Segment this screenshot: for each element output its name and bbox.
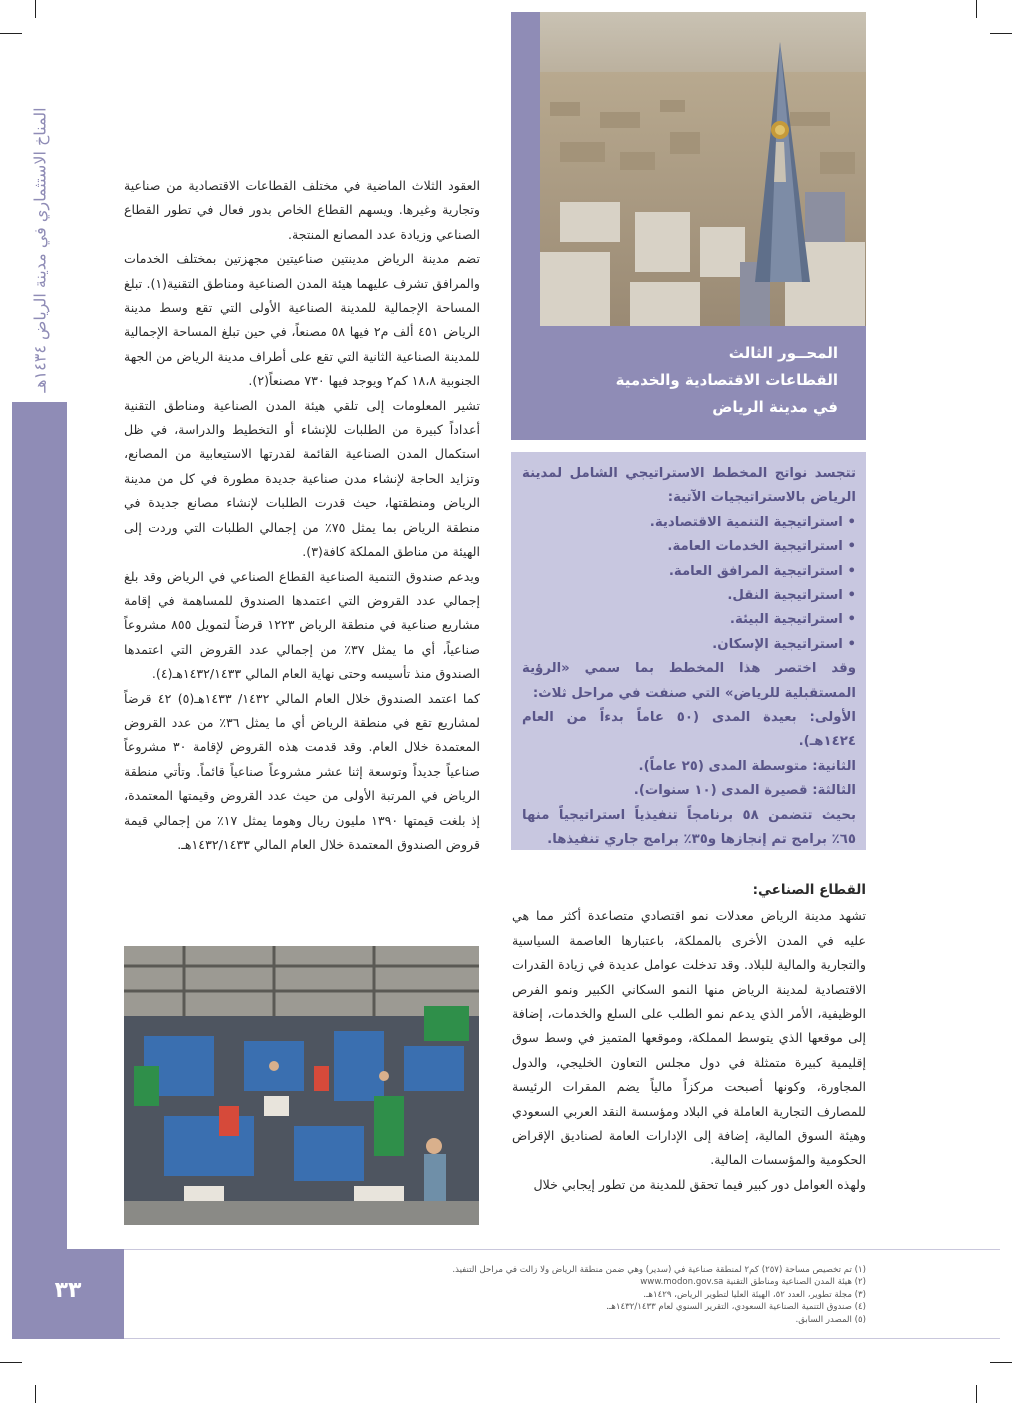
list-item: • استراتيجية الخدمات العامة. xyxy=(522,535,856,559)
left-text-column xyxy=(124,174,480,857)
paragraph: العقود الثلاث الماضية في مختلف القطاعات الاقتصادية من صناعية وتجارية وغيرها. ويسهم القطاع الخاص بدور فعال في تطور القطاع الصناعي وزيادة عدد المصانع المنتجة. xyxy=(124,178,480,242)
strategy-closing: بحيث تتضمن ٥٨ برنامجاً تنفيذياً استراتيجياً منها ٦٥٪ برامج تم إنجازها و٣٥٪ برامج جاري تنفيذها. xyxy=(522,807,856,848)
side-band xyxy=(12,402,67,1249)
strategy-summary: وقد اختصر هذا المخطط بما سمي «الرؤية المستقبلية للرياض» التي صنفت في مراحل ثلاث: xyxy=(522,661,856,701)
running-title: المناخ الاستثماري في مدينة الرياض ١٤٣٤هـ xyxy=(30,107,50,393)
footnote: (١) تم تخصيص مساحة (٢٥٧) كم٢ لمنطقة صناعية في (سدير) وهي ضمن منطقة الرياض ولا زالت في مراحل التنفيذ. xyxy=(452,1265,866,1275)
footnotes xyxy=(452,1264,866,1326)
footnote: (٣) مجلة تطوير، العدد ٥٢، الهيئة العليا لتطوير الرياض، ١٤٢٩هـ. xyxy=(643,1289,866,1300)
paragraph: تشهد مدينة الرياض معدلات نمو اقتصادي متصاعدة أكثر مما هي عليه في المدن الأخرى بالمملكة، باعتبارها العاصمة السياسية والتجارية والمالية للبلاد. وقد تدخلت عوامل عديدة في زيادة القدرات الاقتصادية لمدينة الرياض منها النمو السكاني الكبير ونمو الفرص الوظيفية، الأمر الذي يدعم نمو الطلب على السلع والخدمات، إضافة إلى موقعها الذي يتوسط المملكة، وموقعها المتميز في وسط سوق إقليمية كبيرة متمثلة في دول مجلس التعاون الخليجي، والدول المجاورة، وكونها أصبحت مركزاً مالياً يضم المقرات الرئيسة للمصارف التجارية العاملة في البلاد ومؤسسة النقد العربي السعودي وهيئة السوق المالية، إضافة إلى الإدارات العامة لصناديق الإقراض الحكومية والمؤسسات المالية. xyxy=(512,908,866,1168)
riyadh-skyline-photo xyxy=(540,12,866,326)
paragraph: ويدعم صندوق التنمية الصناعية القطاع الصناعي في الرياض وقد بلغ إجمالي عدد القروض التي اعتمدها الصندوق للمساهمة في إقامة مشاريع صناعية في منطقة الرياض ١٢٢٣ قرضاً لتمويل ٨٥٥ مشروعاً صناعياً، أي ما يمثل ٣٧٪ من إجمالي عدد القروض التي اعتمدها الصندوق منذ تأسيسه وحتى نهاية العام المالي ١٤٣٢/١٤٣٣هـ(٤). xyxy=(124,568,480,682)
list-item: • استراتيجية البيئة. xyxy=(522,608,856,632)
paragraph: ولهذه العوامل دور كبير فيما تحقق للمدينة من تطور إيجابي خلال xyxy=(533,1176,866,1192)
paragraph: كما اعتمد الصندوق خلال العام المالي ١٤٣٢/ ١٤٣٣هـ(٥) ٤٢ قرضاً لمشاريع تقع في منطقة الرياض أي ما يمثل ٣٦٪ من عدد القروض المعتمدة خلال العام. وقد قدمت هذه القروض لإقامة ٣٠ مشروعاً صناعياً جديداً وتوسعة إثنا عشر مشروعاً صناعياً قائماً. وتأتي منطقة الرياض في المرتبة الأولى من حيث عدد القروض وقيمتها المعتمدة، إذ بلغت قيمتها ١٣٩٠ مليون ريال وهوما يمثل ١٧٪ من إجمالي قيمة قروض الصندوق المعتمدة خلال العام المالي ١٤٣٢/١٤٣٣هـ. xyxy=(124,690,480,852)
section-title-line-1: المحــور الثالث xyxy=(728,344,838,362)
phase-short-term: الثالثة: قصيرة المدى (١٠ سنوات). xyxy=(633,783,856,799)
section-title-line-2: القطاعات الاقتصادية والخدمية xyxy=(615,371,838,389)
section-title-line-3: في مدينة الرياض xyxy=(712,398,838,416)
paragraph: تشير المعلومات إلى تلقي هيئة المدن الصناعية ومناطق التقنية أعداداً كبيرة من الطلبات للإنشاء أو التخطيط والدراسة، في ظل استكمال المدن الصناعية القائمة لقدرتها الاستيعابية من المصانع، وتزايد الحاجة لإنشاء مدن صناعية جديدة مطورة في كل من مدينة الرياض ومنطقتها، حيث قدرت الطلبات لإنشاء مصانع جديدة في منطقة الرياض بما يمثل ٧٥٪ من إجمالي الطلبات التي وردت إلى الهيئة من مناطق المملكة كافة(٣). xyxy=(124,397,480,560)
footnote: (٤) صندوق التنمية الصناعية السعودي، التقرير السنوي لعام ١٤٣٢/١٤٣٣هـ. xyxy=(606,1302,866,1313)
list-item: • استراتيجية التنمية الاقتصادية. xyxy=(522,511,856,535)
footnote: (٢) هيئة المدن الصناعية ومناطق التقنية www.modon.gov.sa xyxy=(640,1277,866,1288)
industrial-sector-heading: القطاع الصناعي: xyxy=(752,882,866,898)
paragraph: تضم مدينة الرياض مدينتين صناعيتين مجهزتين بمختلف الخدمات والمرافق تشرف عليهما هيئة المدن الصناعية ومناطق التقنية(١). تبلغ المساحة الإجمالية للمدينة الصناعية الأولى التي تقع وسط مدينة الرياض ٤٥١ ألف م٢ فيها ٥٨ مصنعاً، في حين تبلغ المساحة الإجمالية للمدينة الصناعية الثانية التي تقع على أطراف مدينة الرياض من الجهة الجنوبية ١٨،٨ كم٢ ويوجد فيها ٧٣٠ مصنعاً(٢). xyxy=(124,251,480,389)
list-item: • استراتيجية النقل. xyxy=(522,584,856,608)
strategy-list xyxy=(522,511,856,657)
right-text-column xyxy=(512,878,866,1197)
footnote: (٥) المصدر السابق. xyxy=(795,1314,866,1325)
phase-long-term: الأولى: بعيدة المدى (٥٠ عاماً بدءاً من العام ١٤٢٤هـ). xyxy=(522,710,856,750)
factory-floor-photo xyxy=(124,946,479,1225)
phase-mid-term: الثانية: متوسطة المدى (٢٥ عاماً). xyxy=(638,758,856,774)
footer-bottom-divider xyxy=(124,1338,1000,1339)
page-number: ٣٣ xyxy=(54,1278,82,1303)
section-title xyxy=(520,340,838,421)
list-item: • استراتيجية الإسكان. xyxy=(522,633,856,657)
strategy-intro: تتجسد نواتج المخطط الاستراتيجي الشامل لمدينة الرياض بالاستراتيجيات الآتية: xyxy=(522,466,856,506)
list-item: • استراتيجية المرافق العامة. xyxy=(522,560,856,584)
strategy-callout-text xyxy=(522,462,856,853)
footer-divider xyxy=(124,1249,1000,1250)
